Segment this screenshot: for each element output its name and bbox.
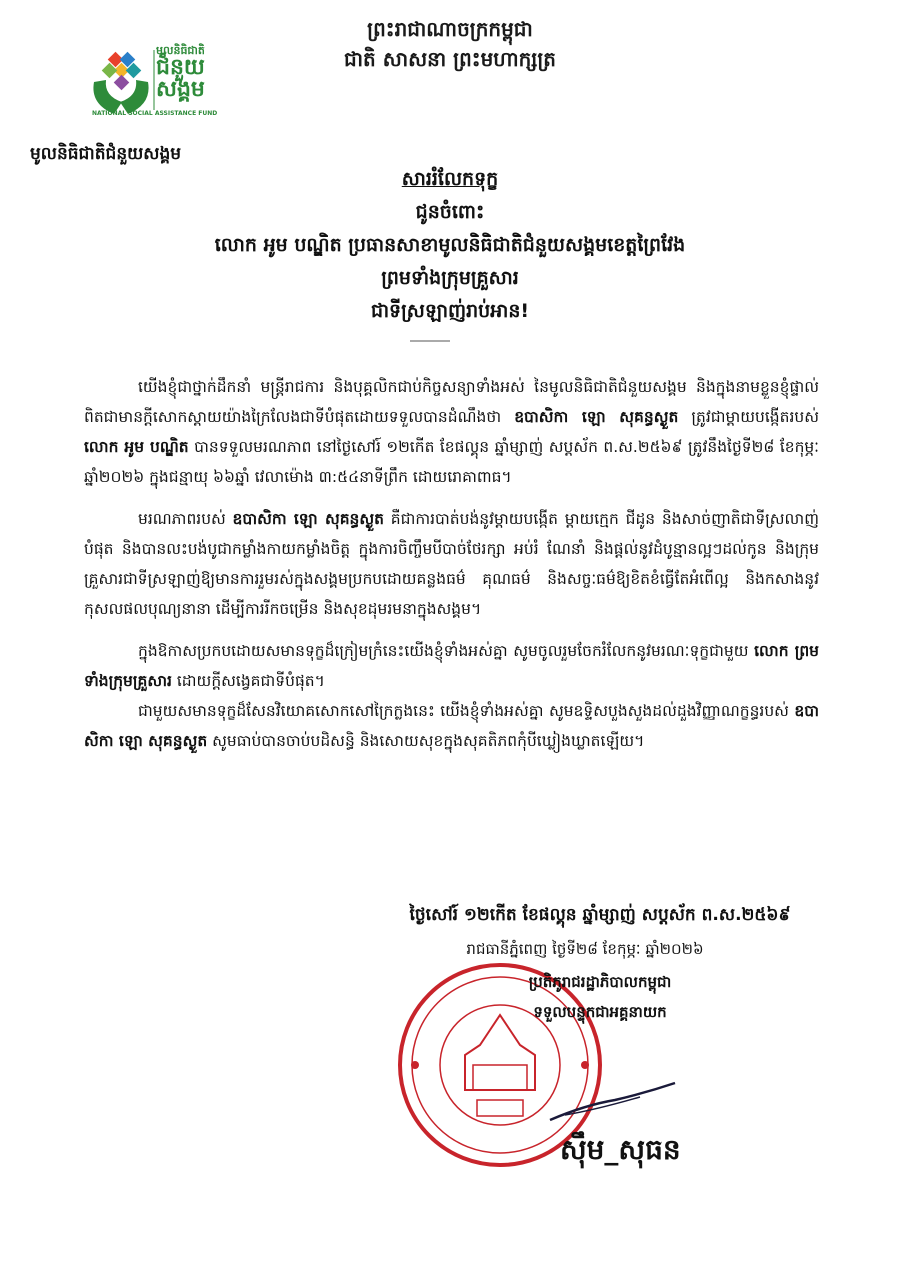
p1-text-a: យើងខ្ញុំជាថ្នាក់ដឹកនាំ មន្ត្រីរាជការ និងបុគ្គលិកជាប់កិច្ចសន្យាទាំងអស់ នៃមូលនិធិជាតិជំនួយសង្គម និងក្នុងនាមខ្លួនខ្ញុំផ្ទាល់ ពិតជាមានក្តីសោកស្តាយយ៉ាងក្រៃលែងជាទីបំផុតដោយទទួលបានដំណឹងថា [84, 378, 819, 426]
kingdom-header [300, 14, 600, 74]
letter-heading [100, 163, 800, 328]
addressed-to: ជូនចំពោះ [415, 201, 485, 223]
letter-body [84, 372, 819, 768]
solar-date: រាជធានីភ្នំពេញ ថ្ងៃទី២៨ ខែកុម្ភៈ ឆ្នាំ២០២៦ [466, 940, 704, 958]
paragraph-3 [84, 636, 819, 696]
recipient: លោក អូម បណ្ឌិត ប្រធានសាខាមូលនិធិជាតិជំនួយសង្គមខេត្តព្រៃវែង [214, 234, 686, 256]
recipient-family: ព្រមទាំងក្រុមគ្រួសារ [381, 267, 519, 289]
p3-text-c: ដោយក្តីសង្វេគជាទីបំផុត។ [171, 672, 325, 690]
handwritten-signature-icon [545, 1075, 685, 1125]
p4-text-c: សូមធាប់បានចាប់បដិសន្ធិ និងសោយសុខក្នុងសុគតិភពកុំបីឃ្លៀងឃ្លាតឡើយ។ [207, 732, 645, 750]
logo-line-2: ជំនួយ [156, 55, 205, 80]
letter-title: សាររំលែកទុក្ខ [401, 168, 499, 190]
organization-name: មូលនិធិជាតិជំនួយសង្គម [30, 144, 182, 164]
p1-recipient-name: លោក អូម បណ្ឌិត [84, 438, 189, 456]
paragraph-2 [84, 504, 819, 624]
greeting: ជាទីស្រឡាញ់រាប់អាន! [370, 300, 530, 322]
p4-deceased-name: ឧបាសិកា ឡោ សុគន្ធស្ងួត [84, 702, 819, 750]
logo-line-1: មូលនិធិជាតិ [156, 44, 205, 57]
signer-name: ស៊ឹម_សុធន [560, 1133, 681, 1166]
p3-recipient: លោក ព្រមទាំងក្រុមគ្រួសារ [84, 642, 819, 690]
logo-wordmark [156, 44, 228, 101]
signatory-title-1: ប្រតិភូរាជរដ្ឋាភិបាលកម្ពុជា [528, 973, 672, 991]
p2-text-c: គឺជាការបាត់បង់នូវម្តាយបង្កើត ម្តាយក្មេក ជីដូន និងសាច់ញាតិជាទីស្រលាញ់បំផុត និងបានលះបង់បូជាកម្លាំងកាយកម្លាំងចិត្ត ក្នុងការចិញ្ចឹមបីបាច់ថែរក្សា អប់រំ ណែនាំ និងផ្តល់នូវដំបូន្មានល្អៗដល់កូន និងក្រុមគ្រួសារជាទីស្រឡាញ់ឱ្យមានការរួមរស់ក្នុងសង្គមប្រកបដោយគន្លងធម៌ គុណធម៌ និងសច្ចៈធម៌ឱ្យខិតខំធ្វើតែអំពើល្អ និងកសាងនូវកុសលផលបុណ្យនានា ដើម្បីការរីកចម្រើន និងសុខដុមរមនាក្នុងសង្គម។ [84, 510, 819, 618]
paragraph-1 [84, 372, 819, 492]
lunar-date: ថ្ងៃសៅរ៍ ១២កើត ខែផល្គុន ឆ្នាំម្សាញ់ សប្តស័ក ព.ស.២៥៦៩ [409, 905, 791, 925]
logo-line-3: សង្គម [156, 77, 205, 102]
signatory-title-2: ទទួលបន្ទុកជាអគ្គនាយក [533, 1003, 667, 1021]
p1-deceased-name: ឧបាសិកា ឡោ សុគន្ធស្ងួត [514, 408, 679, 426]
p4-text-a: ជាមួយសមានទុក្ខដ៏សែនវិយោគសោកសៅក្រៃក្លងនេះ យើងខ្ញុំទាំងអស់គ្នា សូមឧទ្ទិសបួងសួងដល់ដួងវិញ្ញាណក្ខន្ធរបស់ [138, 702, 795, 720]
p2-deceased-name: ឧបាសិកា ឡោ សុគន្ធស្ងួត [232, 510, 384, 528]
kingdom-line-1: ព្រះរាជាណាចក្រកម្ពុជា [367, 17, 533, 41]
paragraph-4 [84, 696, 819, 756]
logo-caption: NATIONAL SOCIAL ASSISTANCE FUND [92, 110, 218, 117]
p1-text-c: ត្រូវជាម្តាយបង្កើតរបស់ [678, 408, 819, 426]
kingdom-line-2: ជាតិ សាសនា ព្រះមហាក្សត្រ [344, 47, 556, 71]
p3-text-a: ក្នុងឱកាសប្រកបដោយសមានទុក្ខដ៏ក្រៀមក្រំនេះយើងខ្ញុំទាំងអស់គ្នា សូមចូលរួមចែករំលែកនូវមរណៈទុក្ខជាមួយ [138, 642, 755, 660]
ornament-divider [410, 340, 450, 342]
p2-text-a: មរណភាពរបស់ [138, 510, 233, 528]
p1-text-e: បានទទួលមរណភាព នៅថ្ងៃសៅរ៍ ១២កើត ខែផល្គុន ឆ្នាំម្សាញ់ សប្តស័ក ព.ស.២៥៦៩ ត្រូវនឹងថ្ងៃទី២៨ ខែកុម្ភៈ ឆ្នាំ២០២៦ ក្នុងជន្មាយុ ៦៦ឆ្នាំ វេលាម៉ោង ៣:៥៤នាទីព្រឹក ដោយរោគាពាធ។ [84, 438, 819, 486]
